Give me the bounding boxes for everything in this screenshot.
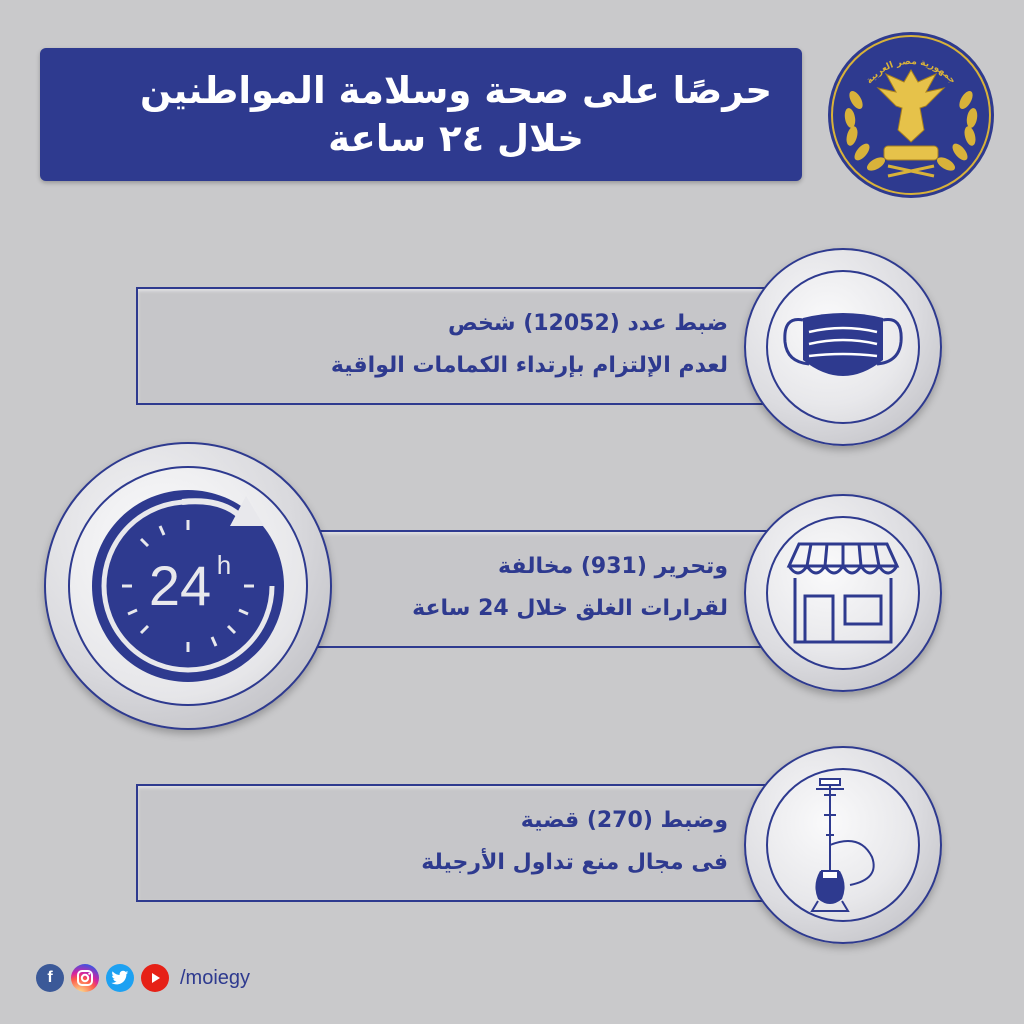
social-footer	[36, 962, 250, 994]
stat-card-masks-line2: لعدم الإلتزام بإرتداء الكمامات الواقية	[330, 353, 728, 378]
clock-number: 24	[148, 554, 212, 617]
icon-disc-closures	[744, 494, 942, 692]
youtube-icon[interactable]	[141, 964, 169, 992]
facebook-icon[interactable]: f	[36, 964, 64, 992]
clock-24h-icon	[70, 468, 306, 704]
hookah-icon	[798, 775, 888, 915]
stat-card-masks	[136, 287, 796, 405]
stat-card-hookah-line2: فى مجال منع تداول الأرجيلة	[421, 850, 728, 875]
stat-card-hookah	[136, 784, 796, 902]
twitter-icon[interactable]	[106, 964, 134, 992]
icon-disc-masks	[744, 248, 942, 446]
shop-icon	[785, 538, 901, 648]
header-banner	[40, 48, 802, 181]
face-mask-icon	[779, 302, 907, 392]
social-handle[interactable]: /moiegy	[180, 966, 251, 989]
stat-card-closures-line2: لقرارات الغلق خلال 24 ساعة	[412, 596, 728, 621]
instagram-icon[interactable]	[71, 964, 99, 992]
clock-unit: h	[216, 550, 232, 580]
header-title-line2: خلال ٢٤ ساعة	[328, 116, 584, 160]
eagle-seal-icon	[826, 30, 996, 200]
stat-card-hookah-line1: وضبط (270) قضية	[520, 808, 728, 833]
stat-card-closures	[300, 530, 796, 648]
stat-card-masks-line1: ضبط عدد (12052) شخص	[448, 311, 728, 336]
clock-24h-disc	[44, 442, 332, 730]
stat-card-closures-line1: وتحرير (931) مخالفة	[498, 554, 728, 579]
icon-disc-hookah	[744, 746, 942, 944]
seal-arc-text: جمهورية مصر العربية	[864, 56, 958, 87]
header-title-line1: حرصًا على صحة وسلامة المواطنين	[140, 68, 772, 112]
